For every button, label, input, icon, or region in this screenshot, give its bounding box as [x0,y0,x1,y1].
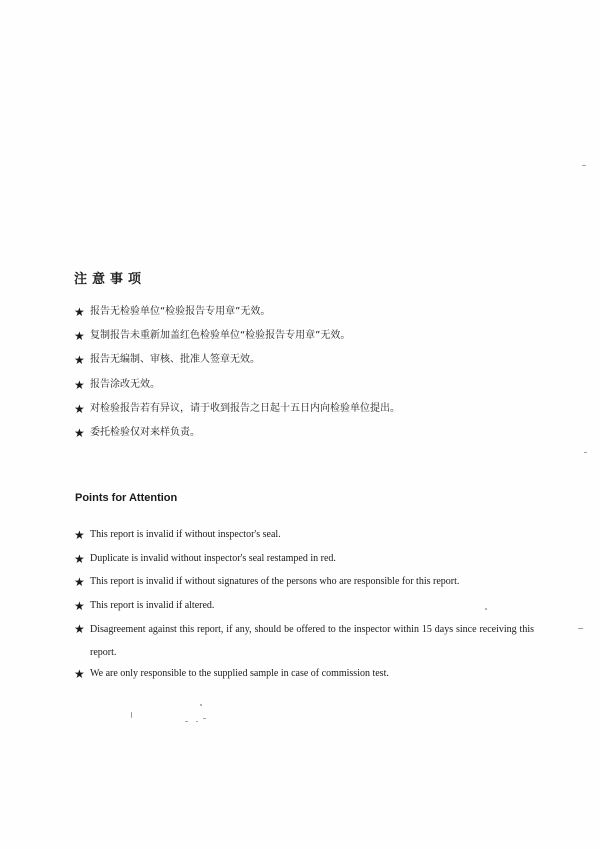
list-item [74,402,400,426]
star-icon: ★ [74,329,85,344]
list-item-text: We are only responsible to the supplied sample in case of commission test. [90,668,389,680]
speck [131,712,132,718]
star-icon: ★ [74,305,85,319]
speck [196,721,198,722]
list-item-text: 委托检验仅对来样负责。 [90,426,200,438]
speck [185,721,188,722]
english-section-title: Points for Attention [75,492,178,504]
list-item [74,528,534,552]
speck [485,608,487,610]
list-item-text: 对检验报告若有异议，请于收到报告之日起十五日内向检验单位提出。 [90,402,400,414]
list-item-text: 报告无编制、审核、批准人签章无效。 [90,354,260,366]
chinese-notice-list [74,305,400,450]
star-icon: ★ [74,425,85,440]
list-item [74,329,400,353]
speck [582,165,586,166]
star-icon: ★ [74,622,85,637]
star-icon: ★ [74,598,85,613]
list-item-text: 复制报告未重新加盖红色检验单位“检验报告专用章”无效。 [90,330,351,342]
list-item [74,552,534,576]
list-item [74,426,400,450]
list-item-text: 报告涂改无效。 [90,378,160,390]
list-item [74,667,534,691]
star-icon: ★ [74,353,85,368]
speck [200,704,202,706]
list-item-text: This report is invalid if without inspector's seal. [90,529,281,540]
list-item-text: Disagreement against this report, if any, should be offered to the inspector within 15 days since receiving this report. [90,624,534,659]
star-icon: ★ [74,528,85,542]
star-icon: ★ [74,667,85,682]
speck [203,718,206,719]
list-item [74,575,534,599]
list-item-text: This report is invalid if altered. [90,599,215,611]
star-icon: ★ [74,575,85,590]
list-item-text: Duplicate is invalid without inspector's seal restamped in red. [90,552,336,564]
list-item [74,622,534,667]
star-icon: ★ [74,401,85,416]
english-notice-list [74,528,534,691]
list-item-text: This report is invalid if without signatures of the persons who are responsible for this report. [90,576,460,588]
speck [578,628,583,629]
star-icon: ★ [74,377,85,392]
speck [584,452,587,453]
list-item [74,378,400,402]
chinese-section-title: 注意事项 [74,272,147,287]
list-item [74,305,400,329]
star-icon: ★ [74,551,85,566]
list-item [74,353,400,377]
list-item-text: 报告无检验单位“检验报告专用章”无效。 [90,306,271,317]
